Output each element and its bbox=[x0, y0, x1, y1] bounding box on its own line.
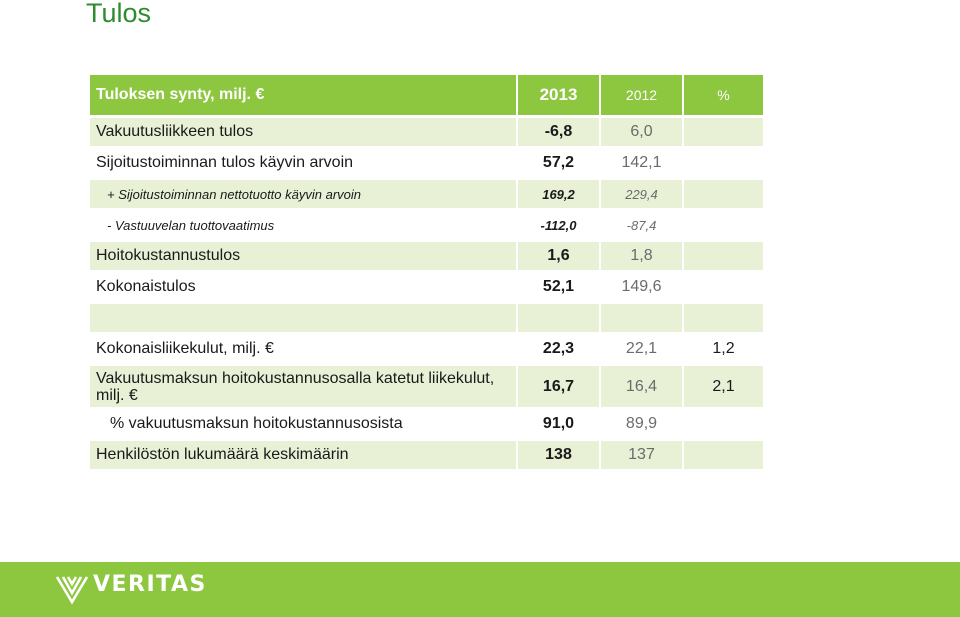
row-label: + Sijoitustoiminnan nettotuotto käyvin arvoin bbox=[90, 179, 517, 210]
row-value-2012: 137 bbox=[600, 440, 683, 471]
table-row bbox=[90, 241, 763, 272]
row-value-2012: 89,9 bbox=[600, 409, 683, 440]
row-value-2012: 6,0 bbox=[600, 117, 683, 148]
header-2013: 2013 bbox=[517, 75, 600, 117]
row-value-2012: -87,4 bbox=[600, 210, 683, 241]
row-label: Kokonaistulos bbox=[90, 272, 517, 303]
row-value-percent bbox=[683, 303, 763, 334]
table-row bbox=[90, 117, 763, 148]
row-value-2013: 169,2 bbox=[517, 179, 600, 210]
row-label: Vakuutusmaksun hoitokustannusosalla katetut liikekulut, milj. € bbox=[90, 365, 517, 409]
table-row bbox=[90, 334, 763, 365]
row-value-2012: 149,6 bbox=[600, 272, 683, 303]
row-value-2013 bbox=[517, 303, 600, 334]
row-value-percent: 2,1 bbox=[683, 365, 763, 409]
row-value-percent bbox=[683, 409, 763, 440]
table-row bbox=[90, 409, 763, 440]
row-value-percent bbox=[683, 440, 763, 471]
row-value-2012: 142,1 bbox=[600, 148, 683, 179]
table-header-row bbox=[90, 75, 763, 117]
row-label bbox=[90, 303, 517, 334]
row-value-percent bbox=[683, 272, 763, 303]
row-value-2013: 57,2 bbox=[517, 148, 600, 179]
page-title: Tulos bbox=[86, 0, 152, 28]
row-label: % vakuutusmaksun hoitokustannusosista bbox=[90, 409, 517, 440]
row-value-2013: 138 bbox=[517, 440, 600, 471]
row-label: Hoitokustannustulos bbox=[90, 241, 517, 272]
row-value-2013: -112,0 bbox=[517, 210, 600, 241]
footer-bar bbox=[0, 562, 960, 617]
table-row bbox=[90, 210, 763, 241]
table-row bbox=[90, 272, 763, 303]
row-value-2012 bbox=[600, 303, 683, 334]
row-value-2012: 229,4 bbox=[600, 179, 683, 210]
results-table bbox=[90, 75, 763, 472]
table-row bbox=[90, 179, 763, 210]
row-value-percent bbox=[683, 179, 763, 210]
table-row bbox=[90, 365, 763, 409]
row-label: Sijoitustoiminnan tulos käyvin arvoin bbox=[90, 148, 517, 179]
veritas-logo-text: VERITAS bbox=[93, 572, 207, 597]
row-value-percent bbox=[683, 210, 763, 241]
row-label: Vakuutusliikkeen tulos bbox=[90, 117, 517, 148]
row-label: Henkilöstön lukumäärä keskimäärin bbox=[90, 440, 517, 471]
row-value-percent bbox=[683, 148, 763, 179]
header-percent: % bbox=[683, 75, 763, 117]
table-row bbox=[90, 440, 763, 471]
row-value-2013: 22,3 bbox=[517, 334, 600, 365]
row-value-2013: 91,0 bbox=[517, 409, 600, 440]
row-value-2013: 1,6 bbox=[517, 241, 600, 272]
table-row bbox=[90, 148, 763, 179]
row-value-2012: 22,1 bbox=[600, 334, 683, 365]
row-value-percent bbox=[683, 117, 763, 148]
row-value-percent bbox=[683, 241, 763, 272]
veritas-v-logo-icon bbox=[55, 573, 89, 610]
row-value-2013: 52,1 bbox=[517, 272, 600, 303]
row-value-percent: 1,2 bbox=[683, 334, 763, 365]
header-2012: 2012 bbox=[600, 75, 683, 117]
row-value-2013: 16,7 bbox=[517, 365, 600, 409]
row-value-2012: 16,4 bbox=[600, 365, 683, 409]
row-value-2013: -6,8 bbox=[517, 117, 600, 148]
row-value-2012: 1,8 bbox=[600, 241, 683, 272]
row-label: Kokonaisliikekulut, milj. € bbox=[90, 334, 517, 365]
row-label: - Vastuuvelan tuottovaatimus bbox=[90, 210, 517, 241]
table-row-spacer bbox=[90, 303, 763, 334]
header-label: Tuloksen synty, milj. € bbox=[90, 75, 517, 117]
